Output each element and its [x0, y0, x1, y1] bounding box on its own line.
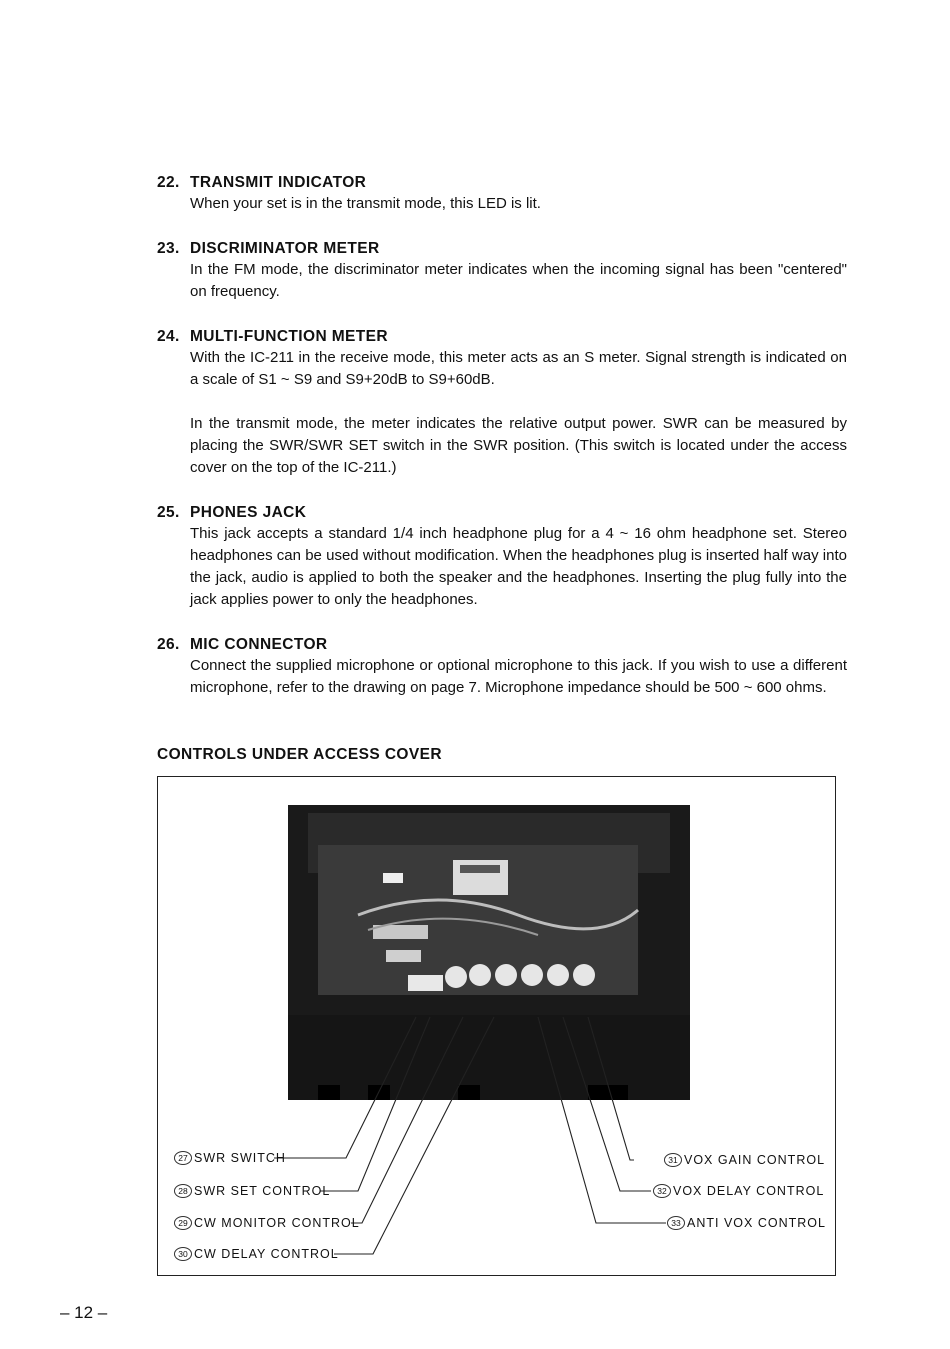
page-number: – 12 –: [60, 1303, 108, 1322]
callout-anti-vox-control: 33 ANTI VOX CONTROL: [667, 1216, 826, 1230]
section-24: [157, 327, 847, 479]
section-title: 22. TRANSMIT INDICATOR: [157, 174, 367, 191]
callout-swr-switch: 27 SWR SWITCH: [174, 1151, 286, 1165]
leader-lines: [158, 777, 837, 1277]
callout-cw-delay-control: 30 CW DELAY CONTROL: [174, 1247, 339, 1261]
section-26: [157, 635, 847, 699]
section-paragraph: With the IC-211 in the receive mode, this meter acts as an S meter. Signal strength is indicated on a scale of S1 ~ S9 and S9+20dB to S9+60dB.: [190, 349, 847, 388]
section-title: 25. PHONES JACK: [157, 504, 307, 521]
section-paragraph: In the FM mode, the discriminator meter indicates when the incoming signal has been "centered" on frequency.: [190, 261, 847, 300]
figure-heading: CONTROLS UNDER ACCESS COVER: [157, 746, 442, 763]
callout-cw-monitor-control: 29 CW MONITOR CONTROL: [174, 1216, 360, 1230]
callout-vox-gain-control: 31 VOX GAIN CONTROL: [664, 1153, 825, 1167]
callout-vox-delay-control: 32 VOX DELAY CONTROL: [653, 1184, 824, 1198]
section-25: [157, 503, 847, 611]
section-title: 24. MULTI-FUNCTION METER: [157, 328, 388, 345]
callout-swr-set-control: 28 SWR SET CONTROL: [174, 1184, 330, 1198]
section-paragraph: Connect the supplied microphone or optional microphone to this jack. If you wish to use a different microphone, refer to the drawing on page 7. Microphone impedance should be 500 ~ 600 ohms.: [190, 657, 847, 696]
section-paragraph: This jack accepts a standard 1/4 inch headphone plug for a 4 ~ 16 ohm headphone set. Stereo headphones can be used without modification. When the headphones plug is inserted half way into the jack, audio is applied to both the speaker and the headphones. Inserting the plug fully into the jack applies power to only the headphones.: [190, 525, 847, 608]
section-title: 23. DISCRIMINATOR METER: [157, 240, 380, 257]
section-paragraph: In the transmit mode, the meter indicates the relative output power. SWR can be measured by placing the SWR/SWR SET switch in the SWR position. (This switch is located under the access cover on the top of the IC-211.): [190, 415, 847, 476]
section-23: [157, 239, 847, 303]
controls-figure: [157, 776, 836, 1276]
section-paragraph: When your set is in the transmit mode, this LED is lit.: [190, 195, 541, 212]
section-22: [157, 173, 847, 215]
section-title: 26. MIC CONNECTOR: [157, 636, 328, 653]
